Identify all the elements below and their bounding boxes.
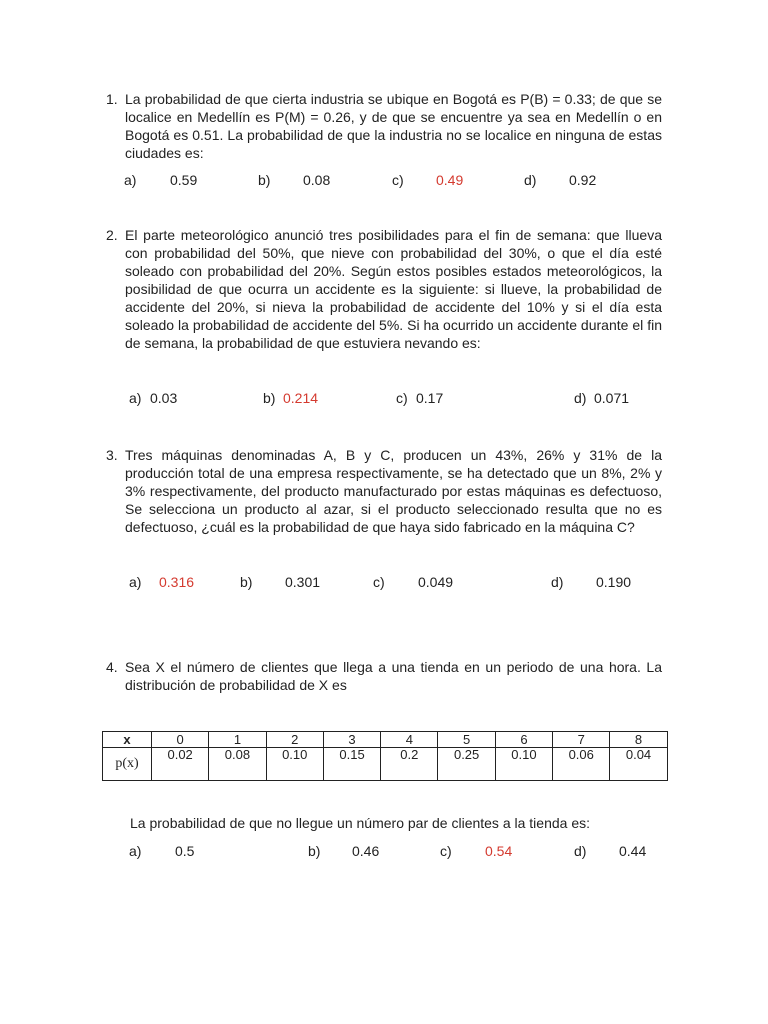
question-number: 1. (106, 91, 118, 107)
table-row-p (103, 748, 668, 781)
table-cell-x: 8 (610, 732, 667, 748)
table-cell-p: 0.10 (495, 748, 552, 781)
table-cell-p: 0.25 (438, 748, 495, 781)
table-cell-p: 0.10 (266, 748, 323, 781)
option-value: 0.44 (619, 843, 647, 859)
table-cell-x: 6 (495, 732, 552, 748)
table-cell-x: 4 (381, 732, 438, 748)
option-value: 0.17 (416, 390, 444, 406)
question-text: Sea X el número de clientes que llega a una tienda en un periodo de una hora. La distribución de probabilidad de X es (125, 659, 662, 693)
table-cell-p: 0.04 (610, 748, 667, 781)
table-cell-x: 0 (152, 732, 209, 748)
option-letter: d) (551, 574, 564, 590)
option-letter: c) (392, 172, 404, 188)
table-header-p: p(x) (103, 748, 152, 781)
option-value: 0.59 (170, 172, 198, 188)
option-value-correct: 0.316 (159, 574, 195, 590)
probability-distribution-table (102, 731, 668, 781)
option-value-correct: 0.214 (283, 390, 319, 406)
option-letter: c) (373, 574, 385, 590)
table-cell-p: 0.08 (209, 748, 266, 781)
table-cell-x: 2 (266, 732, 323, 748)
option-letter: a) (129, 843, 142, 859)
option-letter: b) (258, 172, 271, 188)
option-letter: d) (524, 172, 537, 188)
option-value: 0.08 (303, 172, 331, 188)
option-letter: a) (124, 172, 137, 188)
option-value-correct: 0.54 (485, 843, 513, 859)
option-letter: b) (263, 390, 276, 406)
table-cell-p: 0.15 (323, 748, 380, 781)
table-cell-x: 3 (323, 732, 380, 748)
option-letter: a) (129, 574, 142, 590)
option-value-correct: 0.49 (436, 172, 464, 188)
question-text: La probabilidad de que cierta industria se ubique en Bogotá es P(B) = 0.33; de que se localice en Medellín es P(M) = 0.26, y de que se encuentre ya sea en Medellín o en Bogotá es 0.51. La probabilidad de que la industria no se localice en ninguna de estas ciudades es: (125, 91, 662, 161)
table-cell-x: 1 (209, 732, 266, 748)
option-letter: d) (574, 843, 587, 859)
option-letter: c) (396, 390, 408, 406)
option-letter: b) (240, 574, 253, 590)
option-value: 0.301 (285, 574, 321, 590)
question-text: Tres máquinas denominadas A, B y C, producen un 43%, 26% y 31% de la producción total de una empresa respectivamente, se ha detectado que un 8%, 2% y 3% respectivamente, del producto manufacturado por estas máquinas es defectuoso, Se selecciona un producto al azar, si el producto seleccionado resulta que no es defectuoso, ¿cuál es la probabilidad de que haya sido fabricado en la máquina C? (125, 447, 662, 535)
question-number: 3. (106, 447, 118, 463)
table-cell-p: 0.2 (381, 748, 438, 781)
option-letter: b) (308, 843, 321, 859)
question-number: 4. (106, 659, 118, 675)
option-value: 0.049 (418, 574, 454, 590)
table-cell-p: 0.02 (152, 748, 209, 781)
option-letter: c) (440, 843, 452, 859)
option-value: 0.92 (569, 172, 597, 188)
option-value: 0.190 (596, 574, 632, 590)
option-letter: a) (129, 390, 142, 406)
option-value: 0.5 (175, 843, 195, 859)
question-subtext: La probabilidad de que no llegue un número par de clientes a la tienda es: (130, 815, 590, 831)
option-value: 0.46 (352, 843, 380, 859)
option-value: 0.071 (594, 390, 630, 406)
question-text: El parte meteorológico anunció tres posibilidades para el fin de semana: que llueva con probabilidad del 50%, que nieve con probabilidad del 30%, o que el día esté soleado con probabilidad del 20%. Según estos posibles estados meteorológicos, la posibilidad de que ocurra un accidente es la siguiente: si llueve, la probabilidad de accidente del 20%, si nieva la probabilidad de accidente del 10% y si el día esta soleado la probabilidad de accidente del 5%. Si ha ocurrido un accidente durante el fin de semana, la probabilidad de que estuviera nevando es: (125, 227, 662, 351)
question-number: 2. (106, 227, 118, 243)
table-header-x: x (103, 732, 152, 748)
option-letter: d) (574, 390, 587, 406)
table-cell-x: 5 (438, 732, 495, 748)
option-value: 0.03 (150, 390, 178, 406)
table-row-x (103, 732, 668, 748)
table-cell-x: 7 (553, 732, 610, 748)
table-cell-p: 0.06 (553, 748, 610, 781)
